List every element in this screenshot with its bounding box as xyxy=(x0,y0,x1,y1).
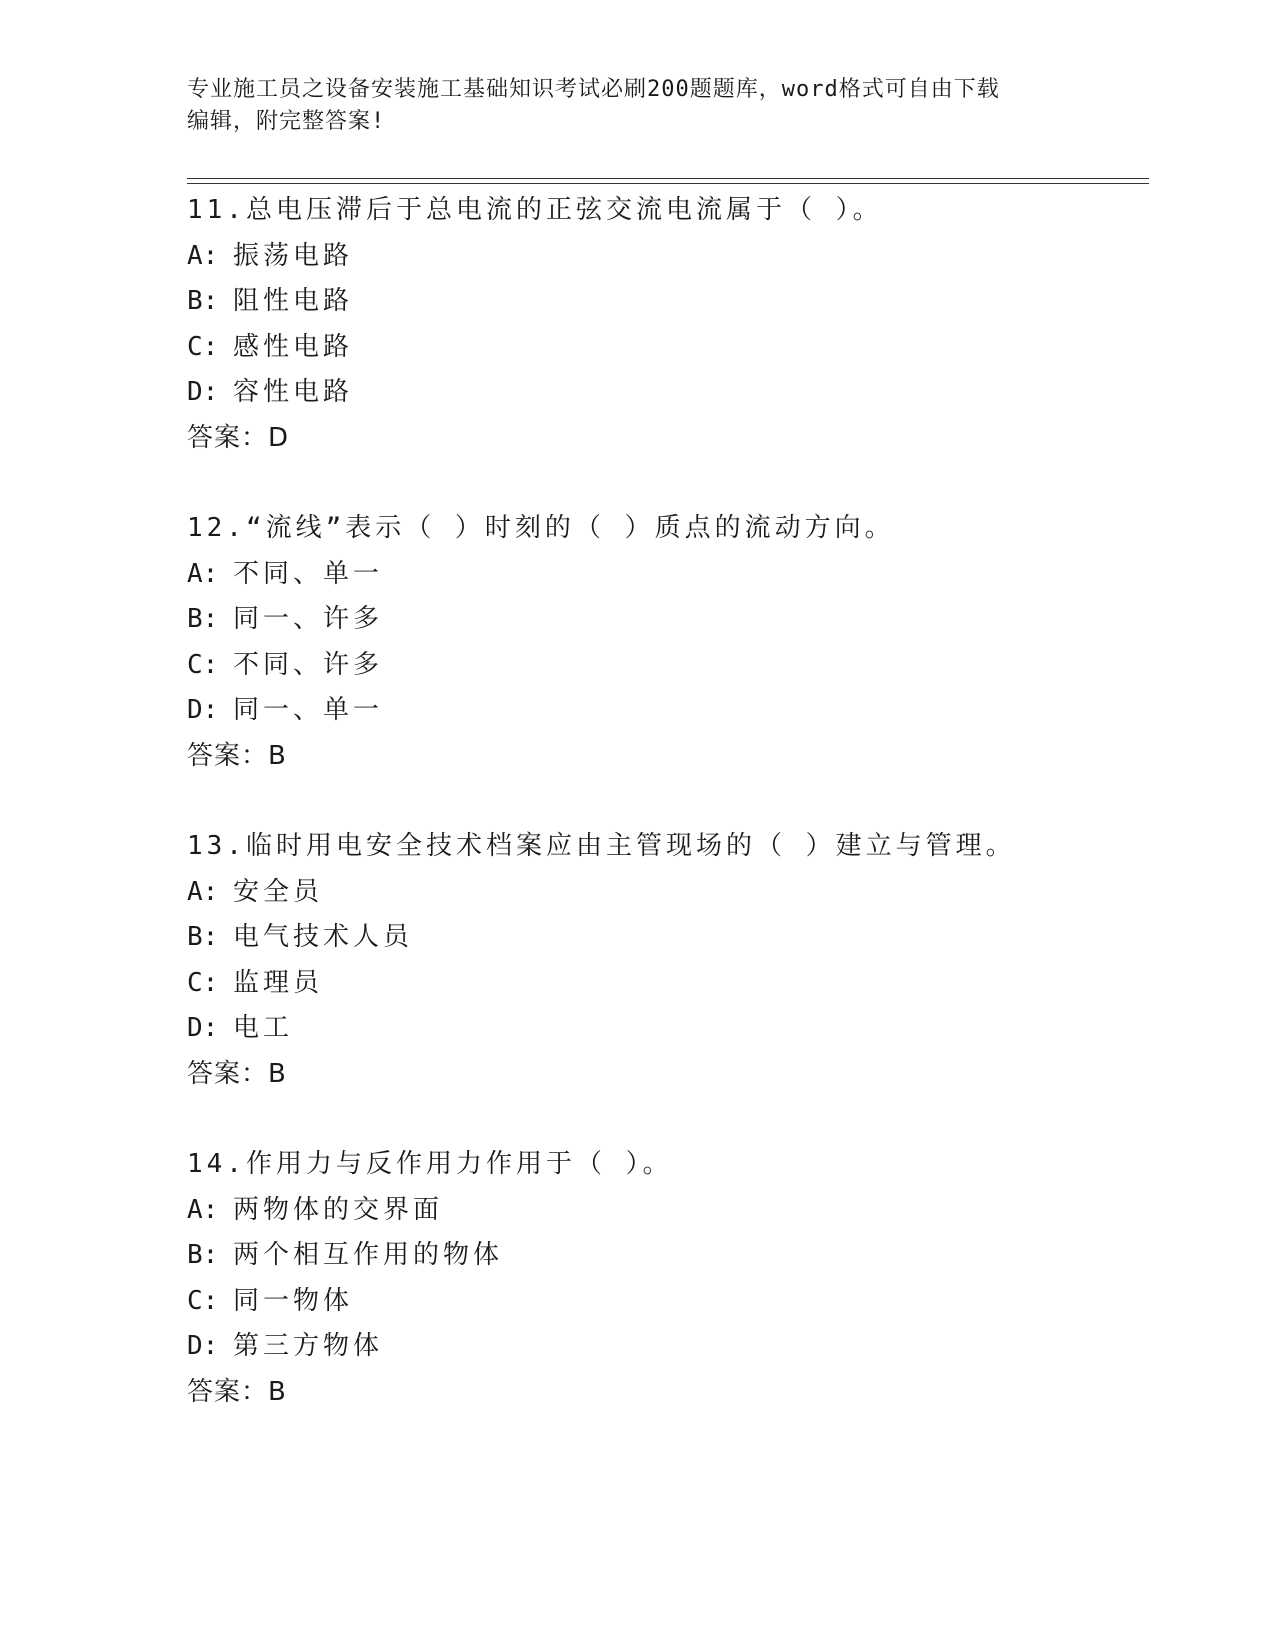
header-divider-top xyxy=(187,178,1149,179)
option-row xyxy=(187,234,1137,280)
option-key: B: xyxy=(187,922,219,952)
answer-line: 答案：B xyxy=(187,740,287,771)
document-header xyxy=(187,74,1087,138)
option-text: 电工 xyxy=(233,1013,294,1043)
question-stem: 12.“流线”表示（ ）时刻的（ ）质点的流动方向。 xyxy=(187,513,895,543)
option-key: A: xyxy=(187,558,219,589)
question-stem: 14.作用力与反作用力作用于（ ）。 xyxy=(187,1149,673,1179)
option-text: 安全员 xyxy=(233,876,324,907)
option-key: C: xyxy=(187,331,219,362)
option-key: A: xyxy=(187,240,219,271)
question-block xyxy=(187,188,1137,461)
option-row xyxy=(187,279,1137,325)
option-text: 振荡电路 xyxy=(233,240,354,271)
option-row xyxy=(187,1006,1137,1052)
option-row xyxy=(187,915,1137,961)
option-key: B: xyxy=(187,604,219,634)
question-block xyxy=(187,1142,1137,1415)
option-row xyxy=(187,370,1137,416)
question-block xyxy=(187,824,1137,1097)
answer-line: 答案：D xyxy=(187,422,290,453)
option-key: D: xyxy=(187,377,219,407)
option-text: 同一、许多 xyxy=(233,604,384,634)
option-key: A: xyxy=(187,876,219,907)
option-text: 第三方物体 xyxy=(233,1331,384,1361)
option-text: 电气技术人员 xyxy=(233,922,414,952)
option-key: D: xyxy=(187,1331,219,1361)
option-text: 监理员 xyxy=(233,967,324,998)
option-row xyxy=(187,870,1137,916)
option-row xyxy=(187,1279,1137,1325)
option-text: 两个相互作用的物体 xyxy=(233,1240,504,1270)
option-row xyxy=(187,643,1137,689)
question-stem: 13.临时用电安全技术档案应由主管现场的（ ）建立与管理。 xyxy=(187,831,1016,861)
option-text: 不同、单一 xyxy=(233,558,384,589)
option-row xyxy=(187,961,1137,1007)
header-divider-bottom xyxy=(187,183,1149,184)
option-key: D: xyxy=(187,1013,219,1043)
header-title-line-2: 编辑，附完整答案! xyxy=(187,109,386,134)
option-key: B: xyxy=(187,286,219,316)
option-text: 感性电路 xyxy=(233,331,354,362)
answer-line: 答案：B xyxy=(187,1058,287,1089)
option-text: 容性电路 xyxy=(233,377,354,407)
option-text: 不同、许多 xyxy=(233,649,384,680)
option-row xyxy=(187,1188,1137,1234)
option-row xyxy=(187,688,1137,734)
option-text: 同一物体 xyxy=(233,1285,354,1316)
option-key: D: xyxy=(187,695,219,725)
option-key: C: xyxy=(187,1285,219,1316)
header-title-line-1: 专业施工员之设备安装施工基础知识考试必刷200题题库，word格式可自由下载 xyxy=(187,77,1000,102)
option-text: 同一、单一 xyxy=(233,695,384,725)
option-key: A: xyxy=(187,1194,219,1225)
option-text: 阻性电路 xyxy=(233,286,354,316)
answer-line: 答案：B xyxy=(187,1376,287,1407)
option-row xyxy=(187,1233,1137,1279)
option-row xyxy=(187,325,1137,371)
option-row xyxy=(187,597,1137,643)
option-row xyxy=(187,1324,1137,1370)
option-key: B: xyxy=(187,1240,219,1270)
option-row xyxy=(187,552,1137,598)
option-key: C: xyxy=(187,649,219,680)
option-key: C: xyxy=(187,967,219,998)
question-block xyxy=(187,506,1137,779)
option-text: 两物体的交界面 xyxy=(233,1194,444,1225)
question-stem: 11.总电压滞后于总电流的正弦交流电流属于（ ）。 xyxy=(187,195,883,225)
